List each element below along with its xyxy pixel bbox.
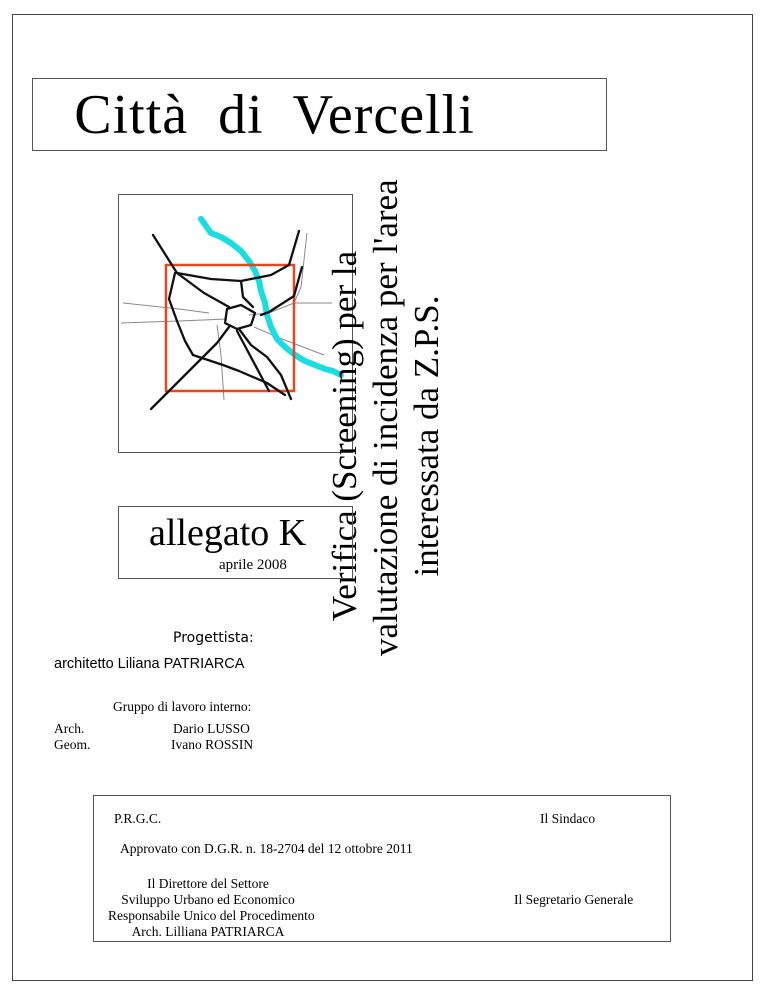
- segretario-label: Il Segretario Generale: [514, 892, 634, 907]
- river: [201, 219, 341, 375]
- vertical-title: [324, 179, 504, 656]
- main-roads: [151, 231, 302, 409]
- sindaco-label: Il Sindaco: [540, 811, 596, 826]
- direttore-line: Responsabile Unico del Procedimento: [108, 908, 315, 923]
- minor-road: [121, 319, 227, 323]
- member-role: Arch.: [54, 721, 85, 736]
- progettista-name: architetto Liliana PATRIARCA: [54, 656, 245, 672]
- title-box: [32, 78, 607, 151]
- approval-box: [93, 795, 671, 942]
- vertical-title-line-2: valutazione di incidenza per l'area: [366, 179, 405, 656]
- vertical-title-line-1: Verifica (Screening) per la: [325, 250, 364, 622]
- allegato-box: [118, 506, 353, 579]
- main-road: [169, 273, 193, 355]
- city-title: Città di Vercelli: [74, 84, 475, 146]
- direttore-block: [108, 876, 315, 940]
- city-map: [118, 194, 353, 453]
- allegato-title: allegato K: [149, 512, 307, 554]
- progettista-label: Progettista:: [173, 630, 254, 646]
- prgc-label: P.R.G.C.: [114, 811, 162, 826]
- allegato-date: aprile 2008: [219, 557, 287, 573]
- main-road: [151, 327, 229, 409]
- direttore-line: Arch. Lilliana PATRIARCA: [131, 924, 285, 939]
- approvato-text: Approvato con D.G.R. n. 18-2704 del 12 ottobre 2011: [120, 841, 413, 856]
- vertical-title-line-3: interessata da Z.P.S.: [407, 295, 446, 577]
- direttore-line: Il Direttore del Settore: [147, 876, 269, 891]
- city-map-drawing: [119, 195, 354, 454]
- main-road: [241, 231, 299, 281]
- main-road: [241, 281, 253, 307]
- direttore-line: Sviluppo Urbano ed Economico: [121, 892, 295, 907]
- minor-road: [249, 303, 332, 315]
- member-name: Ivano ROSSIN: [171, 737, 254, 752]
- gruppo-label: Gruppo di lavoro interno:: [113, 699, 252, 714]
- member-role: Geom.: [54, 737, 91, 752]
- main-road: [153, 235, 229, 307]
- member-name: Dario LUSSO: [173, 721, 250, 736]
- main-road: [225, 305, 255, 329]
